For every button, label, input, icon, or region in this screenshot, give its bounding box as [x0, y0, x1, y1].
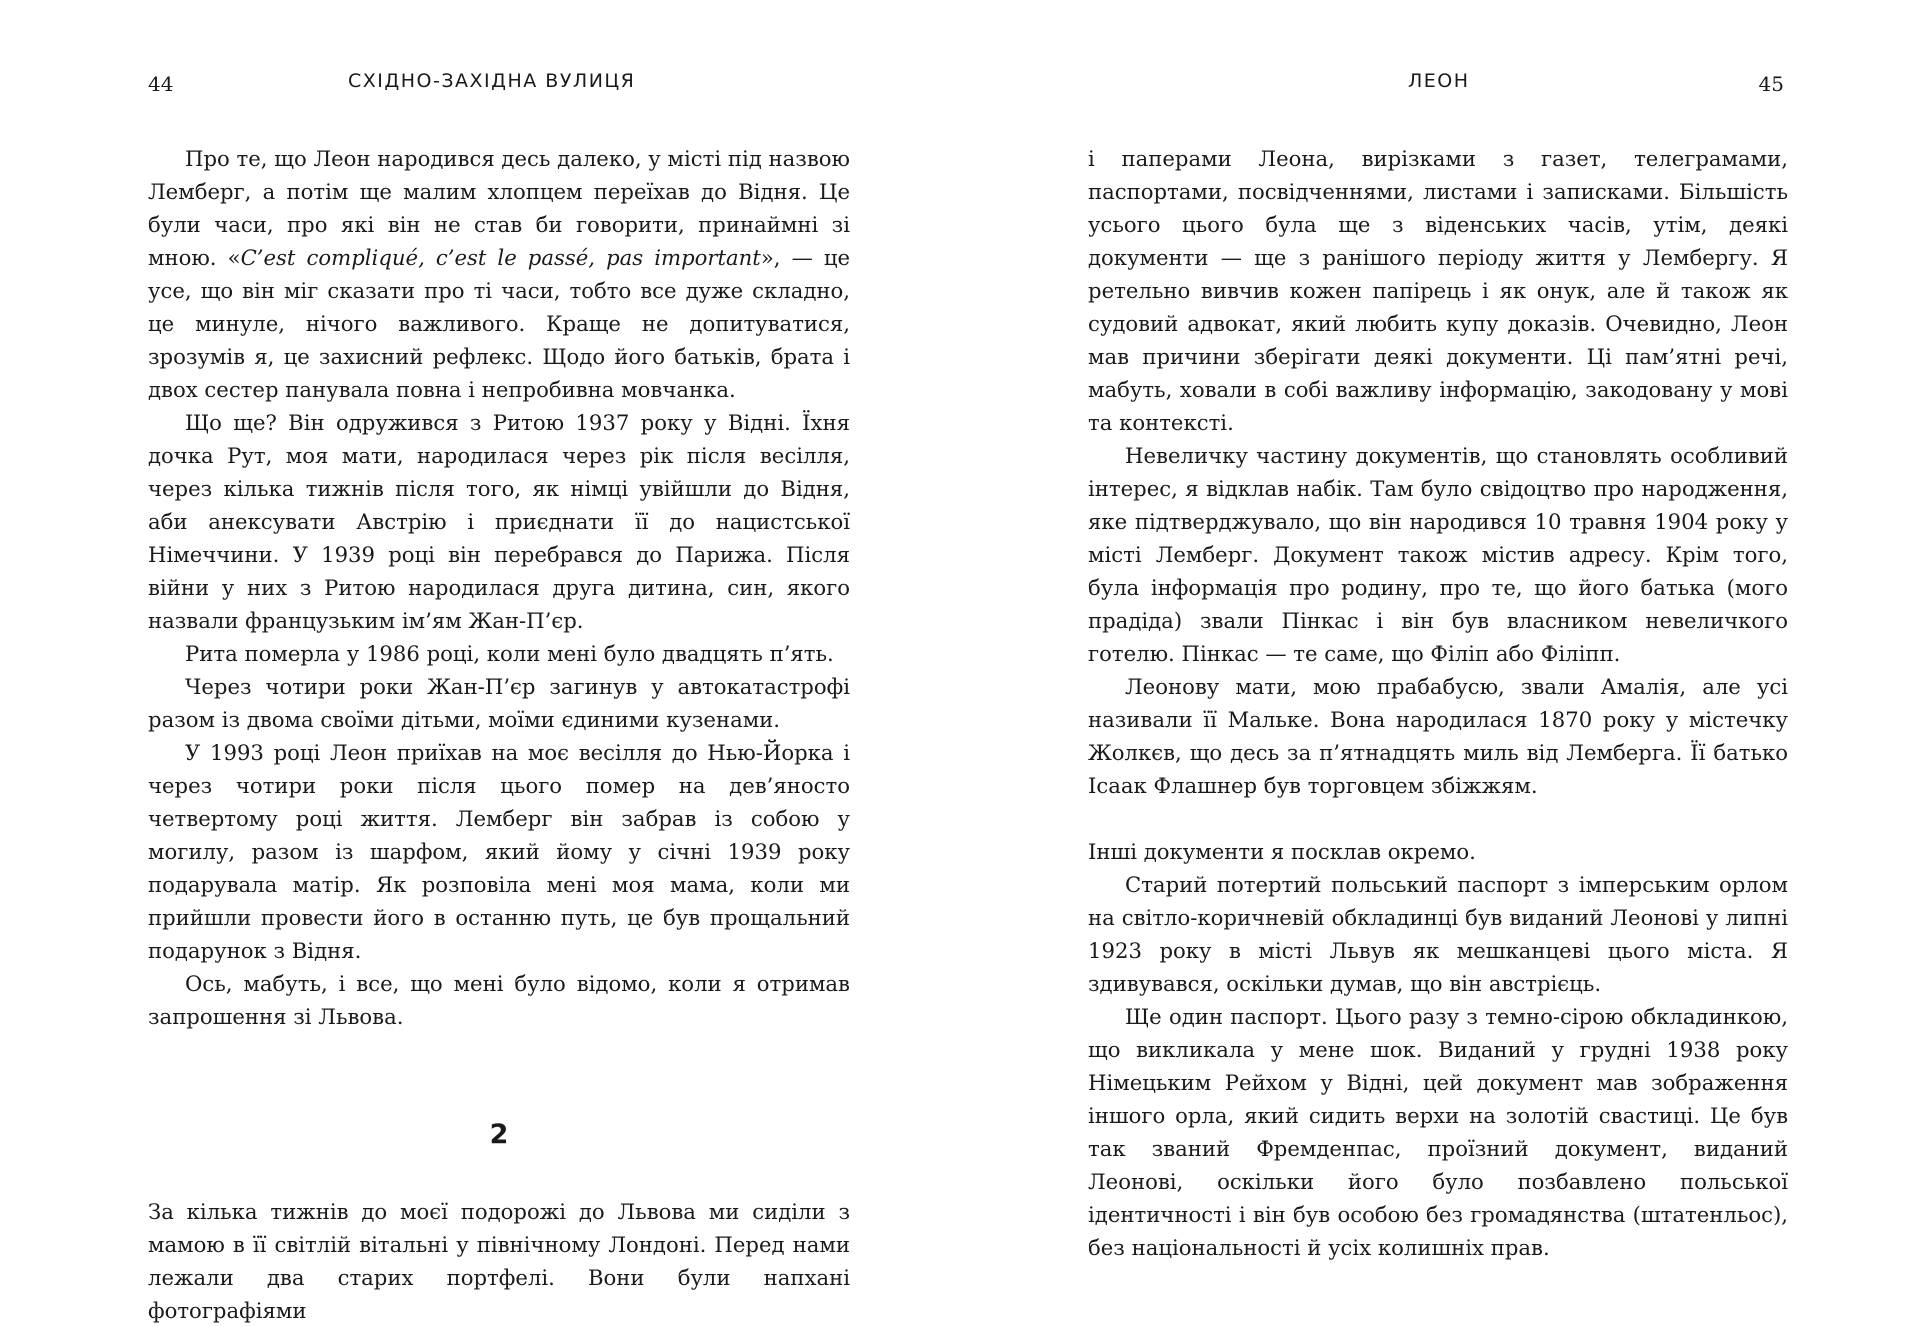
paragraph: Старий потертий польський паспорт з імперським орлом на світло-коричневій обкладинці був виданий Леонові у липні 1923 року в місті Львув як мешканцеві цього міста. Я здивувався, оскільки думав, що він австрієць.: [1088, 872, 1788, 996]
paragraph: Про те, що Леон народився десь далеко, у місті під назвою Лемберг, а потім ще малим хлопцем переїхав до Відня. Це були часи, про які він не став би говорити, принаймні зі мною. «C’est compliqué, c’est le passé, pas important», — це усе, що він міг сказати про ті часи, тобто все дуже складно, це минуле, нічого важливого. Краще не допитуватися, зрозумів я, це захисний рефлекс. Щодо його батьків, брата і двох сестер панувала повна і непробивна мовчанка.: [148, 146, 850, 402]
right-running-head: [1088, 68, 1788, 102]
right-running-title: ЛЕОН: [1408, 70, 1470, 92]
paragraph: Леонову мати, мою прабабусю, звали Амалія, але усі називали її Мальке. Вона народилася 1870 року у містечку Жолкєв, що десь за п’ятнадцять миль від Лемберга. Її батько Ісаак Флашнер був торговцем збіжжям.: [1088, 674, 1788, 798]
french-quote: C’est compliqué, c’est le passé, pas important: [240, 245, 761, 270]
paragraph: Через чотири роки Жан-П’єр загинув у автокатастрофі разом із двома своїми дітьми, моїми єдиними кузенами.: [148, 674, 850, 732]
section-start-paragraph: Інші документи я посклав окремо.: [1088, 839, 1476, 864]
right-page: [1088, 0, 1788, 1325]
chapter-opening-paragraph: За кілька тижнів до моєї подорожі до Львова ми сиділи з мамою в її світлій вітальні у північному Лондоні. Перед нами лежали два старих портфелі. Вони були напхані фотографіями: [148, 1199, 850, 1323]
paragraph: Що ще? Він одружився з Ритою 1937 року у Відні. Їхня дочка Рут, моя мати, народилася через рік після весілля, через кілька тижнів після того, як німці увійшли до Відня, аби анексувати Австрію і приєднати її до нацистської Німеччини. У 1939 році він перебрався до Парижа. Після війни у них з Ритою народилася друга дитина, син, якого назвали французьким ім’ям Жан-П’єр.: [148, 410, 850, 633]
chapter-number: 2: [489, 1119, 509, 1150]
paragraph: Рита померла у 1986 році, коли мені було двадцять п’ять.: [185, 641, 834, 666]
left-running-head: [148, 68, 850, 102]
right-body-text: [1088, 142, 1788, 1264]
paragraph: Ще один паспорт. Цього разу з темно-сірою обкладинкою, що викликала у мене шок. Виданий у грудні 1938 року Німецьким Рейхом у Відні, цей документ мав зображення іншого орла, який сидить верхи на золотій свастиці. Це був так званий Фремденпас, проїзний документ, виданий Леонові, оскільки його було позбавлено польської ідентичності і він був особою без громадянства (штатенльос), без національності й усіх колишніх прав.: [1088, 1004, 1788, 1260]
left-body-text: [148, 142, 850, 1327]
left-running-title: СХІДНО-ЗАХІДНА ВУЛИЦЯ: [348, 70, 636, 92]
right-page-number: 45: [1758, 72, 1784, 96]
left-page: [148, 0, 850, 1325]
paragraph: У 1993 році Леон приїхав на моє весілля до Нью-Йорка і через чотири роки після цього помер на дев’яносто четвертому році життя. Лемберг він забрав із собою у могилу, разом із шарфом, який йому у січні 1939 року подарувала матір. Як розповіла мені моя мама, коли ми прийшли провести його в останню путь, це був прощальний подарунок з Відня.: [148, 740, 850, 963]
paragraph: Ось, мабуть, і все, що мені було відомо, коли я отримав запрошення зі Львова.: [148, 971, 850, 1029]
paragraph: Невеличку частину документів, що становлять особливий інтерес, я відклав набік. Там було свідоцтво про народження, яке підтверджувало, що він народився 10 травня 1904 року у місті Лемберг. Документ також містив адресу. Крім того, була інформація про родину, про те, що його батька (мого прадіда) звали Пінкас і він був власником невеличкого готелю. Пінкас — те саме, що Філіп або Філіпп.: [1088, 443, 1788, 666]
left-page-number: 44: [148, 72, 174, 96]
continued-paragraph: і паперами Леона, вирізками з газет, телеграмами, паспортами, посвідченнями, листами і записками. Більшість усього цього була ще з віденських часів, утім, деякі документи — ще з ранішого періоду життя у Лембергу. Я ретельно вивчив кожен папірець і як онук, але й також як судовий адвокат, який любить купу доказів. Очевидно, Леон мав причини зберігати деякі документи. Ці пам’ятні речі, мабуть, ховали в собі важливу інформацію, закодовану у мові та контексті.: [1088, 146, 1788, 435]
